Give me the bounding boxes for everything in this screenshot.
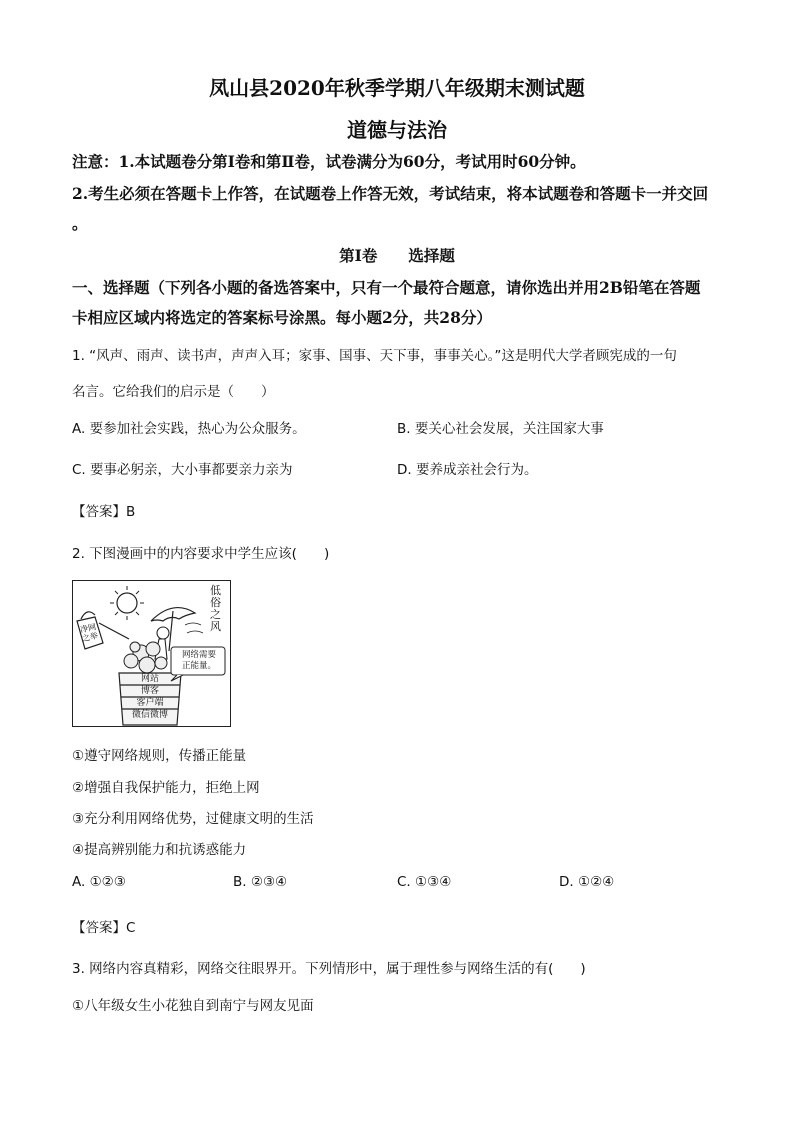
- q1-stem-line-1: 1. “风声、雨声、读书声，声声入耳；家事、国事、天下事，事事关心。”这是明代大学者顾宪成的一句: [72, 348, 677, 364]
- q1-stem-line-2: 名言。它给我们的启示是（ ）: [72, 384, 275, 400]
- q2-stem: 2. 下图漫画中的内容要求中学生应该( ): [72, 546, 330, 562]
- notes-line-1: 注意：1.本试题卷分第Ⅰ卷和第Ⅱ卷，试卷满分为60分，考试用时60分钟。: [72, 152, 586, 171]
- q2-answer: [72, 916, 135, 936]
- q2-option-a: A. ①②③: [72, 874, 126, 890]
- answer-tag: 【答案】: [72, 504, 126, 520]
- watering-can-text: 净网 之举: [79, 622, 99, 644]
- q1-option-c: C. 要事必躬亲，大小事都要亲力亲为: [72, 462, 293, 478]
- q1-option-b: B. 要关心社会发展，关注国家大事: [397, 421, 604, 437]
- bubble-text: 网络需要 正能量。: [181, 650, 216, 671]
- notes-line-3: 。: [72, 214, 88, 233]
- q2-item-3: ③充分利用网络优势，过健康文明的生活: [72, 811, 314, 827]
- cartoon-side-text: 低 俗 之 风: [210, 584, 221, 633]
- notes-line-2: 2.考生必须在答题卡上作答，在试题卷上作答无效，考试结束，将本试题卷和答题卡一并交回: [72, 184, 709, 203]
- q3-stem: 3. 网络内容真精彩，网络交往眼界开。下列情形中，属于理性参与网络生活的有( ): [72, 961, 586, 977]
- exam-title: 凤山县2020年秋季学期八年级期末测试题: [209, 76, 585, 100]
- sun-icon: [110, 586, 144, 620]
- q2-item-1: ①遵守网络规则，传播正能量: [72, 748, 247, 764]
- q2-option-d: D. ①②④: [559, 874, 615, 890]
- q1-option-d: D. 要养成亲社会行为。: [397, 462, 538, 478]
- answer-value: B: [126, 504, 136, 520]
- q1-option-a: A. 要参加社会实践，热心为公众服务。: [72, 421, 306, 437]
- exam-subject: 道德与法治: [347, 118, 447, 142]
- section-intro-line-1: 一、选择题（下列各小题的备选答案中，只有一个最符合题意，请你选出并用2B铅笔在答题: [72, 278, 701, 297]
- answer-value: C: [126, 920, 136, 936]
- q2-item-4: ④提高辨别能力和抗诱惑能力: [72, 842, 247, 858]
- q2-option-c: C. ①③④: [397, 874, 452, 890]
- cartoon-image: [72, 580, 231, 727]
- q1-answer: [72, 500, 135, 520]
- q2-option-b: B. ②③④: [233, 874, 288, 890]
- q2-item-2: ②增强自我保护能力，拒绝上网: [72, 780, 260, 796]
- pot-labels: 网站 博客 客户端 微信微博: [131, 674, 168, 720]
- section-intro-line-2: 卡相应区域内将选定的答案标号涂黑。每小题2分，共28分）: [72, 308, 492, 327]
- q3-item-1: ①八年级女生小花独自到南宁与网友见面: [72, 998, 314, 1014]
- answer-tag: 【答案】: [72, 920, 126, 936]
- section-heading: 第Ⅰ卷 选择题: [339, 246, 455, 265]
